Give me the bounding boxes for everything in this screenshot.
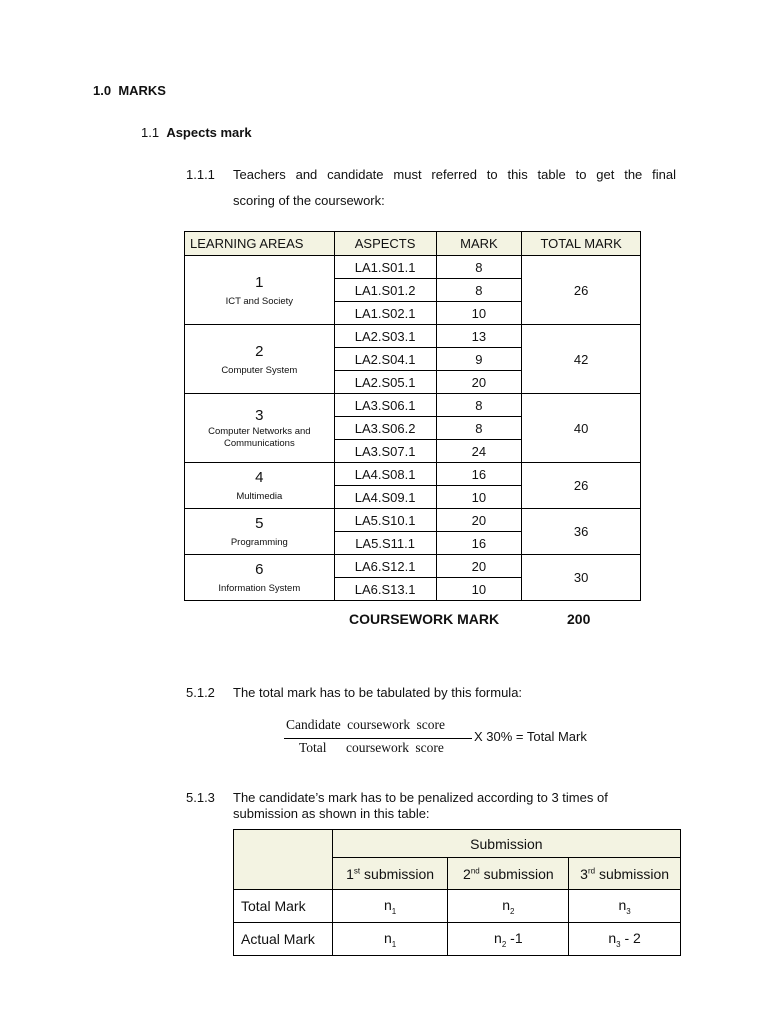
area-number: 1 bbox=[255, 273, 264, 291]
penalty-cell: $n_2$ -1 bbox=[448, 923, 569, 956]
learning-area-cell bbox=[185, 509, 335, 555]
mark-cell: 24 bbox=[436, 440, 522, 463]
marks-table-header-row bbox=[185, 232, 641, 256]
formula-rhs: X 30% = Total Mark bbox=[474, 729, 587, 744]
penalty-header-row bbox=[234, 830, 681, 858]
learning-area-cell bbox=[185, 463, 335, 509]
item-5-1-2-number: 5.1.2 bbox=[186, 685, 215, 700]
learning-area-cell bbox=[185, 555, 335, 601]
table-row bbox=[234, 890, 681, 923]
aspect-cell: LA5.S10.1 bbox=[334, 509, 436, 532]
area-name: Multimedia bbox=[236, 491, 283, 502]
table-row bbox=[185, 325, 641, 348]
mark-cell: 16 bbox=[436, 532, 522, 555]
item-1-1-1-line1: Teachers and candidate must referred to this table to get the final bbox=[233, 167, 676, 182]
mark-cell: 8 bbox=[436, 256, 522, 279]
mark-cell: 13 bbox=[436, 325, 522, 348]
aspect-cell: LA6.S12.1 bbox=[334, 555, 436, 578]
aspect-cell: LA1.S02.1 bbox=[334, 302, 436, 325]
total-mark-cell: 26 bbox=[522, 463, 641, 509]
aspect-cell: LA3.S06.1 bbox=[334, 394, 436, 417]
mark-cell: 8 bbox=[436, 394, 522, 417]
formula-numerator: Candidate coursework score bbox=[286, 717, 445, 732]
table-row bbox=[234, 923, 681, 956]
aspect-cell: LA2.S03.1 bbox=[334, 325, 436, 348]
item-5-1-3-line2: submission as shown in this table: bbox=[233, 806, 430, 821]
aspect-cell: LA2.S05.1 bbox=[334, 371, 436, 394]
learning-area-cell bbox=[185, 256, 335, 325]
area-name: ICT and Society bbox=[225, 295, 294, 307]
total-mark-cell: 36 bbox=[522, 509, 641, 555]
mark-cell: 10 bbox=[436, 578, 522, 601]
mark-cell: 9 bbox=[436, 348, 522, 371]
mark-cell: 16 bbox=[436, 463, 522, 486]
area-number: 3 bbox=[255, 407, 264, 424]
section-number: 1.0 bbox=[93, 83, 112, 98]
mark-cell: 20 bbox=[436, 371, 522, 394]
table-row bbox=[185, 256, 641, 279]
header-learning-areas: LEARNING AREAS bbox=[185, 232, 335, 256]
formula-fraction-bar bbox=[284, 738, 472, 739]
total-mark-cell: 30 bbox=[522, 555, 641, 601]
submission-2-header: 2nd submission bbox=[448, 858, 569, 890]
learning-area-cell bbox=[185, 325, 335, 394]
marks-table bbox=[184, 231, 641, 601]
item-5-1-3-number: 5.1.3 bbox=[186, 790, 215, 805]
coursework-mark-value: 200 bbox=[567, 611, 591, 627]
section-title: MARKS bbox=[118, 83, 166, 98]
subsection-heading bbox=[141, 125, 252, 140]
area-name: Computer Networks and Communications bbox=[208, 426, 311, 449]
area-number: 4 bbox=[255, 469, 264, 486]
area-name: Computer System bbox=[221, 364, 298, 376]
submission-3-header: 3rd submission bbox=[569, 858, 681, 890]
aspect-cell: LA1.S01.1 bbox=[334, 256, 436, 279]
mark-cell: 20 bbox=[436, 509, 522, 532]
item-5-1-2-text: The total mark has to be tabulated by this formula: bbox=[233, 685, 523, 700]
subsection-title: Aspects mark bbox=[166, 125, 252, 140]
aspect-cell: LA2.S04.1 bbox=[334, 348, 436, 371]
aspect-cell: LA4.S09.1 bbox=[334, 486, 436, 509]
area-number: 2 bbox=[255, 342, 264, 360]
header-mark: MARK bbox=[436, 232, 522, 256]
subsection-number: 1.1 bbox=[141, 125, 160, 140]
coursework-mark-label: COURSEWORK MARK bbox=[349, 611, 500, 627]
area-name: Programming bbox=[230, 537, 288, 548]
penalty-cell: $n_3 - 2$ bbox=[569, 923, 681, 956]
aspect-cell: LA4.S08.1 bbox=[334, 463, 436, 486]
row-label-actual-mark: Actual Mark bbox=[234, 923, 333, 956]
penalty-cell: $n_3$ bbox=[569, 890, 681, 923]
area-number: 6 bbox=[255, 561, 264, 578]
area-number: 5 bbox=[255, 515, 264, 532]
penalty-table bbox=[233, 829, 681, 956]
section-heading bbox=[93, 83, 166, 98]
learning-area-cell bbox=[185, 394, 335, 463]
table-row bbox=[185, 509, 641, 532]
penalty-cell: $n_1$ bbox=[332, 923, 448, 956]
item-1-1-1-number: 1.1.1 bbox=[186, 167, 215, 182]
table-row bbox=[185, 555, 641, 578]
header-total-mark: TOTAL MARK bbox=[522, 232, 641, 256]
mark-cell: 8 bbox=[436, 279, 522, 302]
submission-1-header: 1st submission bbox=[332, 858, 448, 890]
penalty-cell: $n_2$ bbox=[448, 890, 569, 923]
aspect-cell: LA1.S01.2 bbox=[334, 279, 436, 302]
total-mark-cell: 40 bbox=[522, 394, 641, 463]
total-mark-cell: 42 bbox=[522, 325, 641, 394]
mark-cell: 8 bbox=[436, 417, 522, 440]
table-row bbox=[185, 463, 641, 486]
aspect-cell: LA3.S07.1 bbox=[334, 440, 436, 463]
mark-cell: 20 bbox=[436, 555, 522, 578]
aspect-cell: LA3.S06.2 bbox=[334, 417, 436, 440]
aspect-cell: LA6.S13.1 bbox=[334, 578, 436, 601]
penalty-corner-cell bbox=[234, 830, 333, 890]
item-1-1-1-line2: scoring of the coursework: bbox=[233, 193, 385, 208]
submission-header: Submission bbox=[332, 830, 680, 858]
penalty-cell: $n_1$ bbox=[332, 890, 448, 923]
area-name: Information System bbox=[218, 583, 301, 594]
formula-denominator-a: Total bbox=[299, 740, 327, 755]
formula-denominator-b: coursework score bbox=[346, 740, 444, 755]
header-aspects: ASPECTS bbox=[334, 232, 436, 256]
mark-cell: 10 bbox=[436, 302, 522, 325]
item-5-1-3-line1: The candidate’s mark has to be penalized according to 3 times of bbox=[233, 790, 608, 805]
table-row bbox=[185, 394, 641, 417]
total-mark-cell: 26 bbox=[522, 256, 641, 325]
aspect-cell: LA5.S11.1 bbox=[334, 532, 436, 555]
mark-cell: 10 bbox=[436, 486, 522, 509]
row-label-total-mark: Total Mark bbox=[234, 890, 333, 923]
